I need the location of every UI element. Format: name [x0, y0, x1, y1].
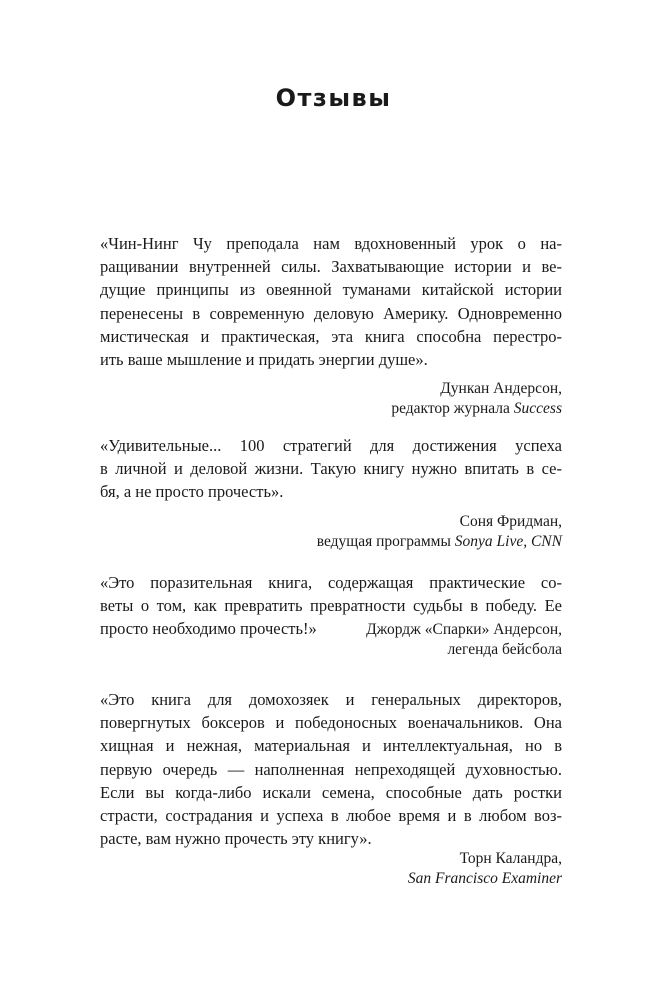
quote-line: «Чин-Нинг Чу преподала нам вдохновенный урок о на-: [100, 234, 562, 253]
quote-line: дущие принципы из овеянной туманами китайской истории: [100, 280, 562, 300]
quote-line: первую очередь — наполненная непреходящей духовностью.: [100, 759, 562, 779]
review-role: редактор журнала: [391, 400, 514, 418]
quote-line: хищная и нежная, материальная и интеллектуальная, но в: [100, 736, 562, 756]
review-4: [100, 688, 562, 889]
review-author: Торн Каландра,: [459, 850, 562, 868]
review-attribution: [100, 849, 562, 889]
quote-line: страсти, сострадания и успеха в любое время и в любом воз-: [100, 806, 562, 826]
review-role: ведущая программы: [316, 532, 455, 550]
review-quote: [100, 434, 562, 504]
quote-line: ить ваше мышление и придать энергии душе».: [100, 350, 428, 370]
review-quote: [100, 688, 562, 850]
quote-line: Если вы когда-либо искали семена, способные дать ростки: [100, 782, 562, 802]
quote-line: «Это книга для домохозяек и генеральных директоров,: [100, 690, 562, 709]
review-3: [100, 571, 562, 660]
review-role: легенда бейсбола: [447, 640, 562, 658]
quote-line: мистическая и практическая, эта книга способна перестро-: [100, 326, 562, 346]
quote-line: повергнутых боксеров и победоносных военачальников. Она: [100, 713, 562, 733]
quote-line: «Это поразительная книга, содержащая практические со-: [100, 573, 562, 592]
quote-line: перенесены в современную деловую Америку. Одновременно: [100, 303, 562, 323]
review-quote: [100, 232, 562, 371]
review-attribution: [100, 379, 562, 419]
review-author: Дункан Андерсон,: [440, 380, 562, 398]
quote-line: веты о том, как превратить превратности судьбы в победу. Ее: [100, 596, 562, 616]
review-author: Соня Фридман,: [459, 512, 562, 530]
quote-line: в личной и деловой жизни. Такую книгу нужно впитать в се-: [100, 459, 562, 479]
quote-line: расте, вам нужно прочесть эту книгу».: [100, 829, 372, 849]
quote-line: «Удивительные... 100 стратегий для достижения успеха: [100, 436, 562, 455]
review-attribution: [100, 512, 562, 552]
review-role-italic: San Francisco Examiner: [407, 870, 562, 888]
review-2: [100, 434, 562, 552]
page-title: Отзывы: [275, 84, 392, 112]
review-role-italic: Success: [513, 400, 562, 418]
quote-line: просто необходимо прочесть!»: [100, 619, 317, 639]
review-role-italic: Sonya Live, CNN: [454, 532, 562, 550]
review-author: Джордж «Спарки» Андерсон,: [366, 620, 562, 638]
quote-line: ращивании внутренней силы. Захватывающие истории и ве-: [100, 257, 562, 277]
review-1: [100, 232, 562, 419]
quote-line: бя, а не просто прочесть».: [100, 482, 284, 502]
